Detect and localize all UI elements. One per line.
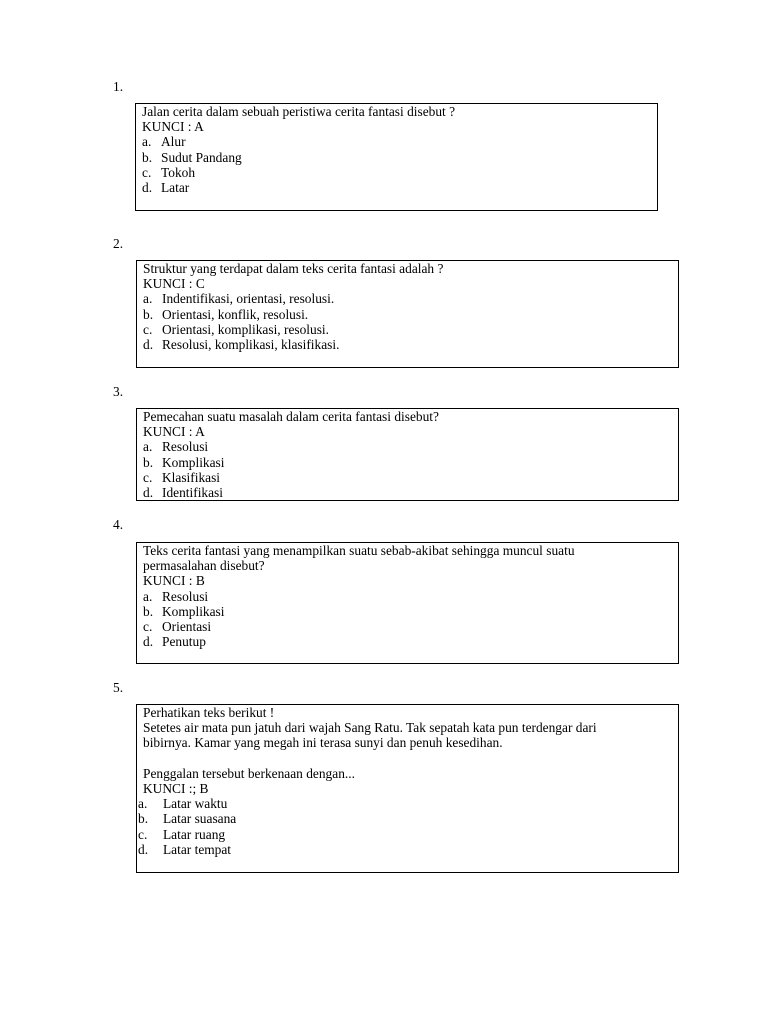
option-text: Resolusi <box>162 588 209 604</box>
option-text: Identifikasi <box>162 485 223 501</box>
option-text: Latar waktu <box>163 796 228 812</box>
question-text: Teks cerita fantasi yang menampilkan suatu sebab-akibat sehingga muncul suatu <box>143 543 575 558</box>
option-a <box>138 796 672 812</box>
passage-text: bibirnya. Kamar yang megah ini terasa sunyi dan penuh kesedihan. <box>143 735 503 751</box>
option-text: Latar ruang <box>163 826 226 842</box>
question-text: Jalan cerita dalam sebuah peristiwa cerita fantasi disebut ? <box>142 104 456 119</box>
option-d <box>142 180 651 195</box>
option-b <box>138 811 672 827</box>
option-text: Latar <box>161 180 190 196</box>
option-text: Resolusi <box>162 439 209 455</box>
option-letter: c. <box>143 469 153 485</box>
option-letter: a. <box>143 439 153 455</box>
answer-key: KUNCI : A <box>142 119 204 135</box>
option-text: Komplikasi <box>162 603 225 619</box>
question-text: permasalahan disebut? <box>143 558 265 574</box>
option-letter: a. <box>142 134 152 150</box>
blank-line <box>143 751 672 766</box>
option-letter: d. <box>143 337 154 353</box>
option-b <box>143 307 672 322</box>
option-text: Latar tempat <box>163 841 232 857</box>
option-d <box>143 634 672 649</box>
option-letter: c. <box>142 164 152 180</box>
answer-key: KUNCI : A <box>143 424 205 440</box>
option-letter: d. <box>142 180 153 196</box>
option-letter: b. <box>143 454 154 470</box>
option-letter: a. <box>143 588 153 604</box>
option-c <box>142 165 651 180</box>
option-letter: a. <box>143 291 153 307</box>
option-letter: c. <box>138 826 148 842</box>
option-text: Orientasi, konflik, resolusi. <box>162 306 309 322</box>
option-letter: d. <box>138 841 149 857</box>
question-number: 5. <box>113 680 124 695</box>
question-prompt: Penggalan tersebut berkenaan dengan... <box>143 765 355 781</box>
question-text: Pemecahan suatu masalah dalam cerita fantasi disebut? <box>143 409 439 424</box>
option-b <box>142 150 651 165</box>
option-c <box>143 619 672 634</box>
option-d <box>138 841 672 857</box>
option-text: Resolusi, komplikasi, klasifikasi. <box>162 337 340 353</box>
option-text: Latar suasana <box>163 811 237 827</box>
question-text: Perhatikan teks berikut ! <box>143 705 275 720</box>
question-number: 3. <box>113 384 124 399</box>
option-d <box>143 485 672 500</box>
option-a <box>143 589 672 604</box>
option-letter: d. <box>143 634 154 650</box>
option-b <box>143 604 672 619</box>
passage-text: Setetes air mata pun jatuh dari wajah Sang Ratu. Tak sepatah kata pun terdengar dari <box>143 720 597 736</box>
option-a <box>143 291 672 306</box>
option-c <box>138 826 672 842</box>
option-d <box>143 337 672 352</box>
question-box-2 <box>136 260 679 368</box>
question-box-1 <box>135 103 658 211</box>
option-text: Alur <box>161 134 186 150</box>
option-letter: a. <box>138 796 148 812</box>
option-letter: d. <box>143 485 154 501</box>
question-box-3 <box>136 408 679 501</box>
option-a <box>143 439 672 454</box>
question-text: Struktur yang terdapat dalam teks cerita fantasi adalah ? <box>143 261 444 276</box>
question-number: 2. <box>113 236 124 251</box>
question-number: 4. <box>113 517 124 532</box>
option-text: Klasifikasi <box>162 469 221 485</box>
question-box-4 <box>136 542 679 664</box>
option-a <box>142 134 651 149</box>
question-number: 1. <box>113 79 124 94</box>
option-letter: b. <box>143 306 154 322</box>
option-text: Sudut Pandang <box>161 149 242 165</box>
option-text: Tokoh <box>161 164 196 180</box>
answer-key: KUNCI : C <box>143 276 205 292</box>
option-letter: b. <box>142 149 153 165</box>
option-text: Orientasi, komplikasi, resolusi. <box>162 321 329 337</box>
option-c <box>143 322 672 337</box>
question-box-5 <box>136 704 679 873</box>
option-letter: c. <box>143 321 153 337</box>
option-letter: b. <box>138 811 149 827</box>
option-text: Indentifikasi, orientasi, resolusi. <box>162 291 335 307</box>
option-text: Penutup <box>162 634 206 650</box>
answer-key: KUNCI : B <box>143 573 205 589</box>
option-text: Orientasi <box>162 619 212 635</box>
option-c <box>143 470 672 485</box>
option-letter: b. <box>143 603 154 619</box>
answer-key: KUNCI :; B <box>143 781 209 796</box>
option-b <box>143 455 672 470</box>
option-letter: c. <box>143 619 153 635</box>
option-text: Komplikasi <box>162 454 225 470</box>
